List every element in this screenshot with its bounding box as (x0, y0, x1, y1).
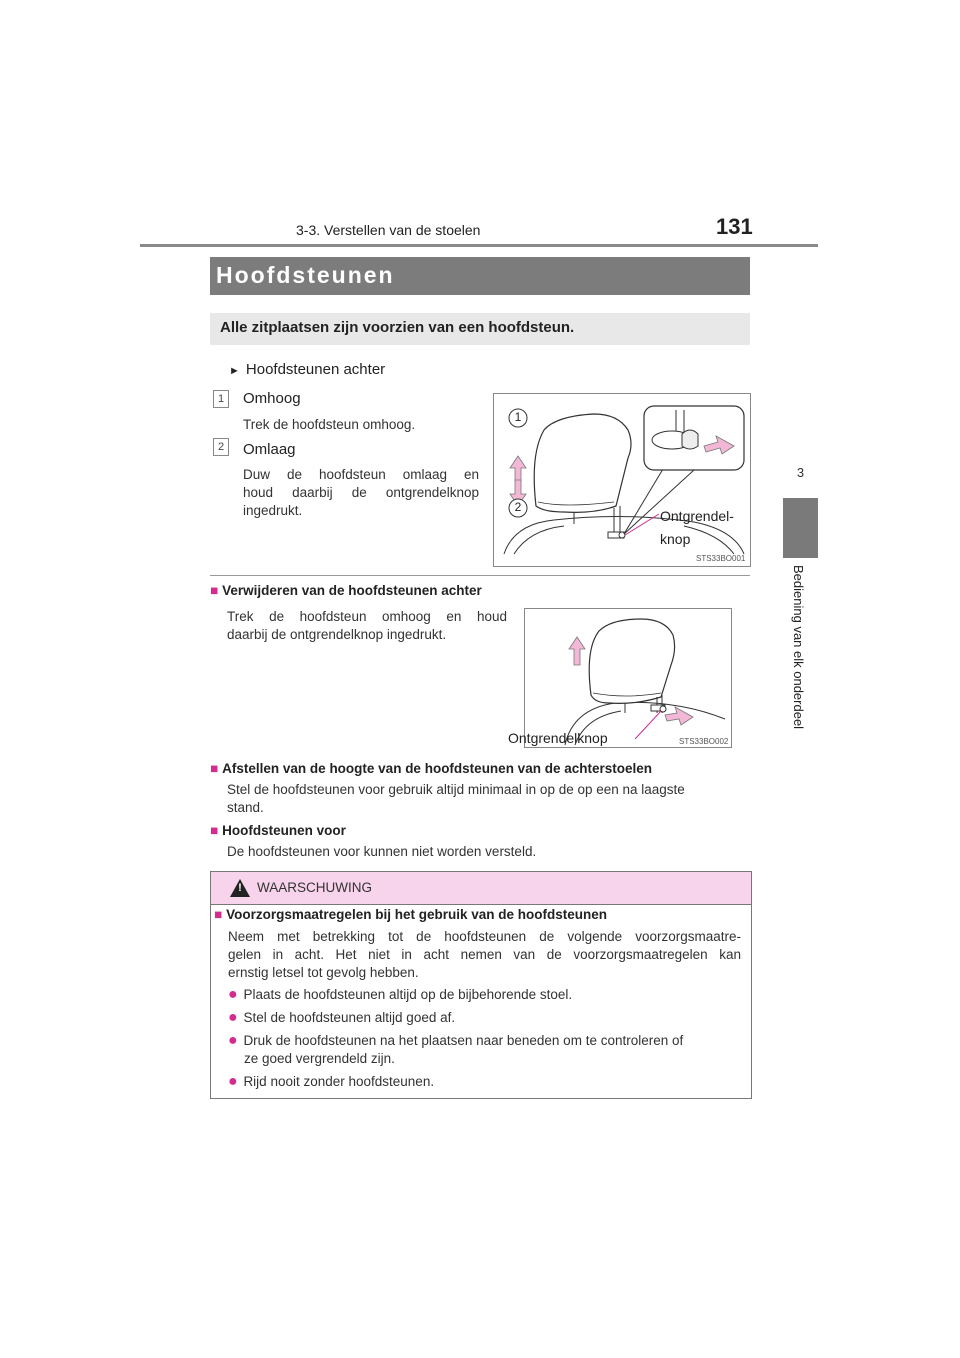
remove-heading-text: Verwijderen van de hoofdsteunen achter (222, 583, 482, 598)
remove-heading (210, 583, 482, 598)
warning-box (210, 871, 752, 1099)
step-2-desc-line: houd daarbij de ontgrendelknop (243, 485, 479, 500)
warning-text (228, 928, 741, 982)
dot-bullet-icon: ● (228, 1073, 238, 1090)
step-2-desc (243, 466, 479, 520)
warning-label: WAARSCHUWING (257, 880, 372, 895)
figure1-marker-2: 2 (514, 500, 522, 514)
remove-text-line: Trek de hoofdsteun omhoog en houd (227, 609, 507, 624)
height-text-line: stand. (227, 800, 264, 815)
dot-bullet-icon: ● (228, 1009, 238, 1026)
chapter-tab (783, 498, 818, 558)
intro-text: Alle zitplaatsen zijn voorzien van een hoofdsteun. (220, 319, 575, 336)
remove-text (227, 608, 507, 644)
chapter-label-text: Bediening van elk onderdeel (791, 565, 806, 730)
rear-heading-text: Hoofdsteunen achter (245, 361, 386, 378)
release-button-label-line1: Ontgrendel- (660, 508, 734, 524)
figure1-code: STS33BO001 (696, 554, 746, 563)
height-heading (210, 761, 652, 776)
header-divider (140, 244, 818, 247)
warning-bullet (228, 986, 572, 1004)
warning-bullet-text: Stel de hoofdsteunen altijd goed af. (243, 1010, 456, 1025)
height-text (227, 781, 749, 817)
release-button-label: Ontgrendelknop (508, 730, 608, 746)
figure-headrest-adjust (493, 393, 751, 567)
front-heading-text: Hoofdsteunen voor (222, 823, 346, 838)
step-2-title: Omlaag (243, 441, 296, 458)
step-2-badge: 2 (213, 438, 229, 456)
warning-bullet (228, 1073, 434, 1091)
square-bullet-icon: ■ (210, 761, 219, 776)
warning-bullet-text: Druk de hoofdsteunen na het plaatsen naar beneden om te controleren of (243, 1033, 684, 1048)
headrest-adjust-illustration (494, 394, 750, 566)
page-number: 131 (716, 214, 753, 239)
warning-text-line: ernstig letsel tot gevolg hebben. (228, 965, 419, 980)
page-title: Hoofdsteunen (216, 262, 395, 288)
warning-heading-text: Voorzorgsmaatregelen bij het gebruik van de hoofdsteunen (226, 907, 607, 922)
section-divider (210, 575, 750, 576)
chapter-label (775, 565, 825, 765)
dot-bullet-icon: ● (228, 986, 238, 1003)
remove-text-line: daarbij de ontgrendelknop ingedrukt. (227, 627, 447, 642)
warning-text-line: gelen in acht. Het niet in acht nemen van de voorzorgsmaatregelen kan (228, 947, 741, 962)
section-title: 3-3. Verstellen van de stoelen (296, 222, 481, 238)
rear-heading (229, 361, 385, 378)
figure-headrest-remove (508, 608, 732, 748)
height-heading-text: Afstellen van de hoogte van de hoofdsteunen van de achterstoelen (222, 761, 652, 776)
front-text: De hoofdsteunen voor kunnen niet worden versteld. (227, 844, 537, 859)
warning-bullet (228, 1009, 455, 1027)
warning-bullet-text: Plaats de hoofdsteunen altijd op de bijbehorende stoel. (243, 987, 573, 1002)
warning-bullet-continuation: ze goed vergrendeld zijn. (244, 1051, 395, 1066)
triangle-bullet-icon: ► (229, 365, 240, 377)
warning-header (211, 872, 751, 905)
warning-text-line: Neem met betrekking tot de hoofdsteunen de volgende voorzorgsmaatre- (228, 929, 741, 944)
chapter-number: 3 (796, 465, 805, 480)
intro-bar (210, 313, 750, 345)
warning-bullet (228, 1032, 683, 1050)
headrest-remove-illustration (525, 609, 731, 747)
figure1-marker-1: 1 (514, 410, 522, 424)
square-bullet-icon: ■ (210, 823, 219, 838)
figure2-code: STS33BO002 (679, 737, 729, 746)
square-bullet-icon: ■ (214, 907, 223, 922)
page-title-bar (210, 257, 750, 295)
warning-heading (214, 907, 607, 922)
step-1-badge: 1 (213, 390, 229, 408)
release-button-label-line2: knop (660, 531, 691, 547)
height-text-line: Stel de hoofdsteunen voor gebruik altijd minimaal in op de op een na laagste (227, 782, 685, 797)
front-heading (210, 823, 346, 838)
warning-bullet-text: Rijd nooit zonder hoofdsteunen. (243, 1074, 435, 1089)
warning-exclamation: ! (238, 882, 242, 894)
dot-bullet-icon: ● (228, 1032, 238, 1049)
step-1-title: Omhoog (243, 390, 301, 407)
square-bullet-icon: ■ (210, 583, 219, 598)
step-1-desc: Trek de hoofdsteun omhoog. (243, 417, 416, 432)
step-2-desc-line: Duw de hoofdsteun omlaag en (243, 467, 479, 482)
step-2-desc-line: ingedrukt. (243, 503, 303, 518)
